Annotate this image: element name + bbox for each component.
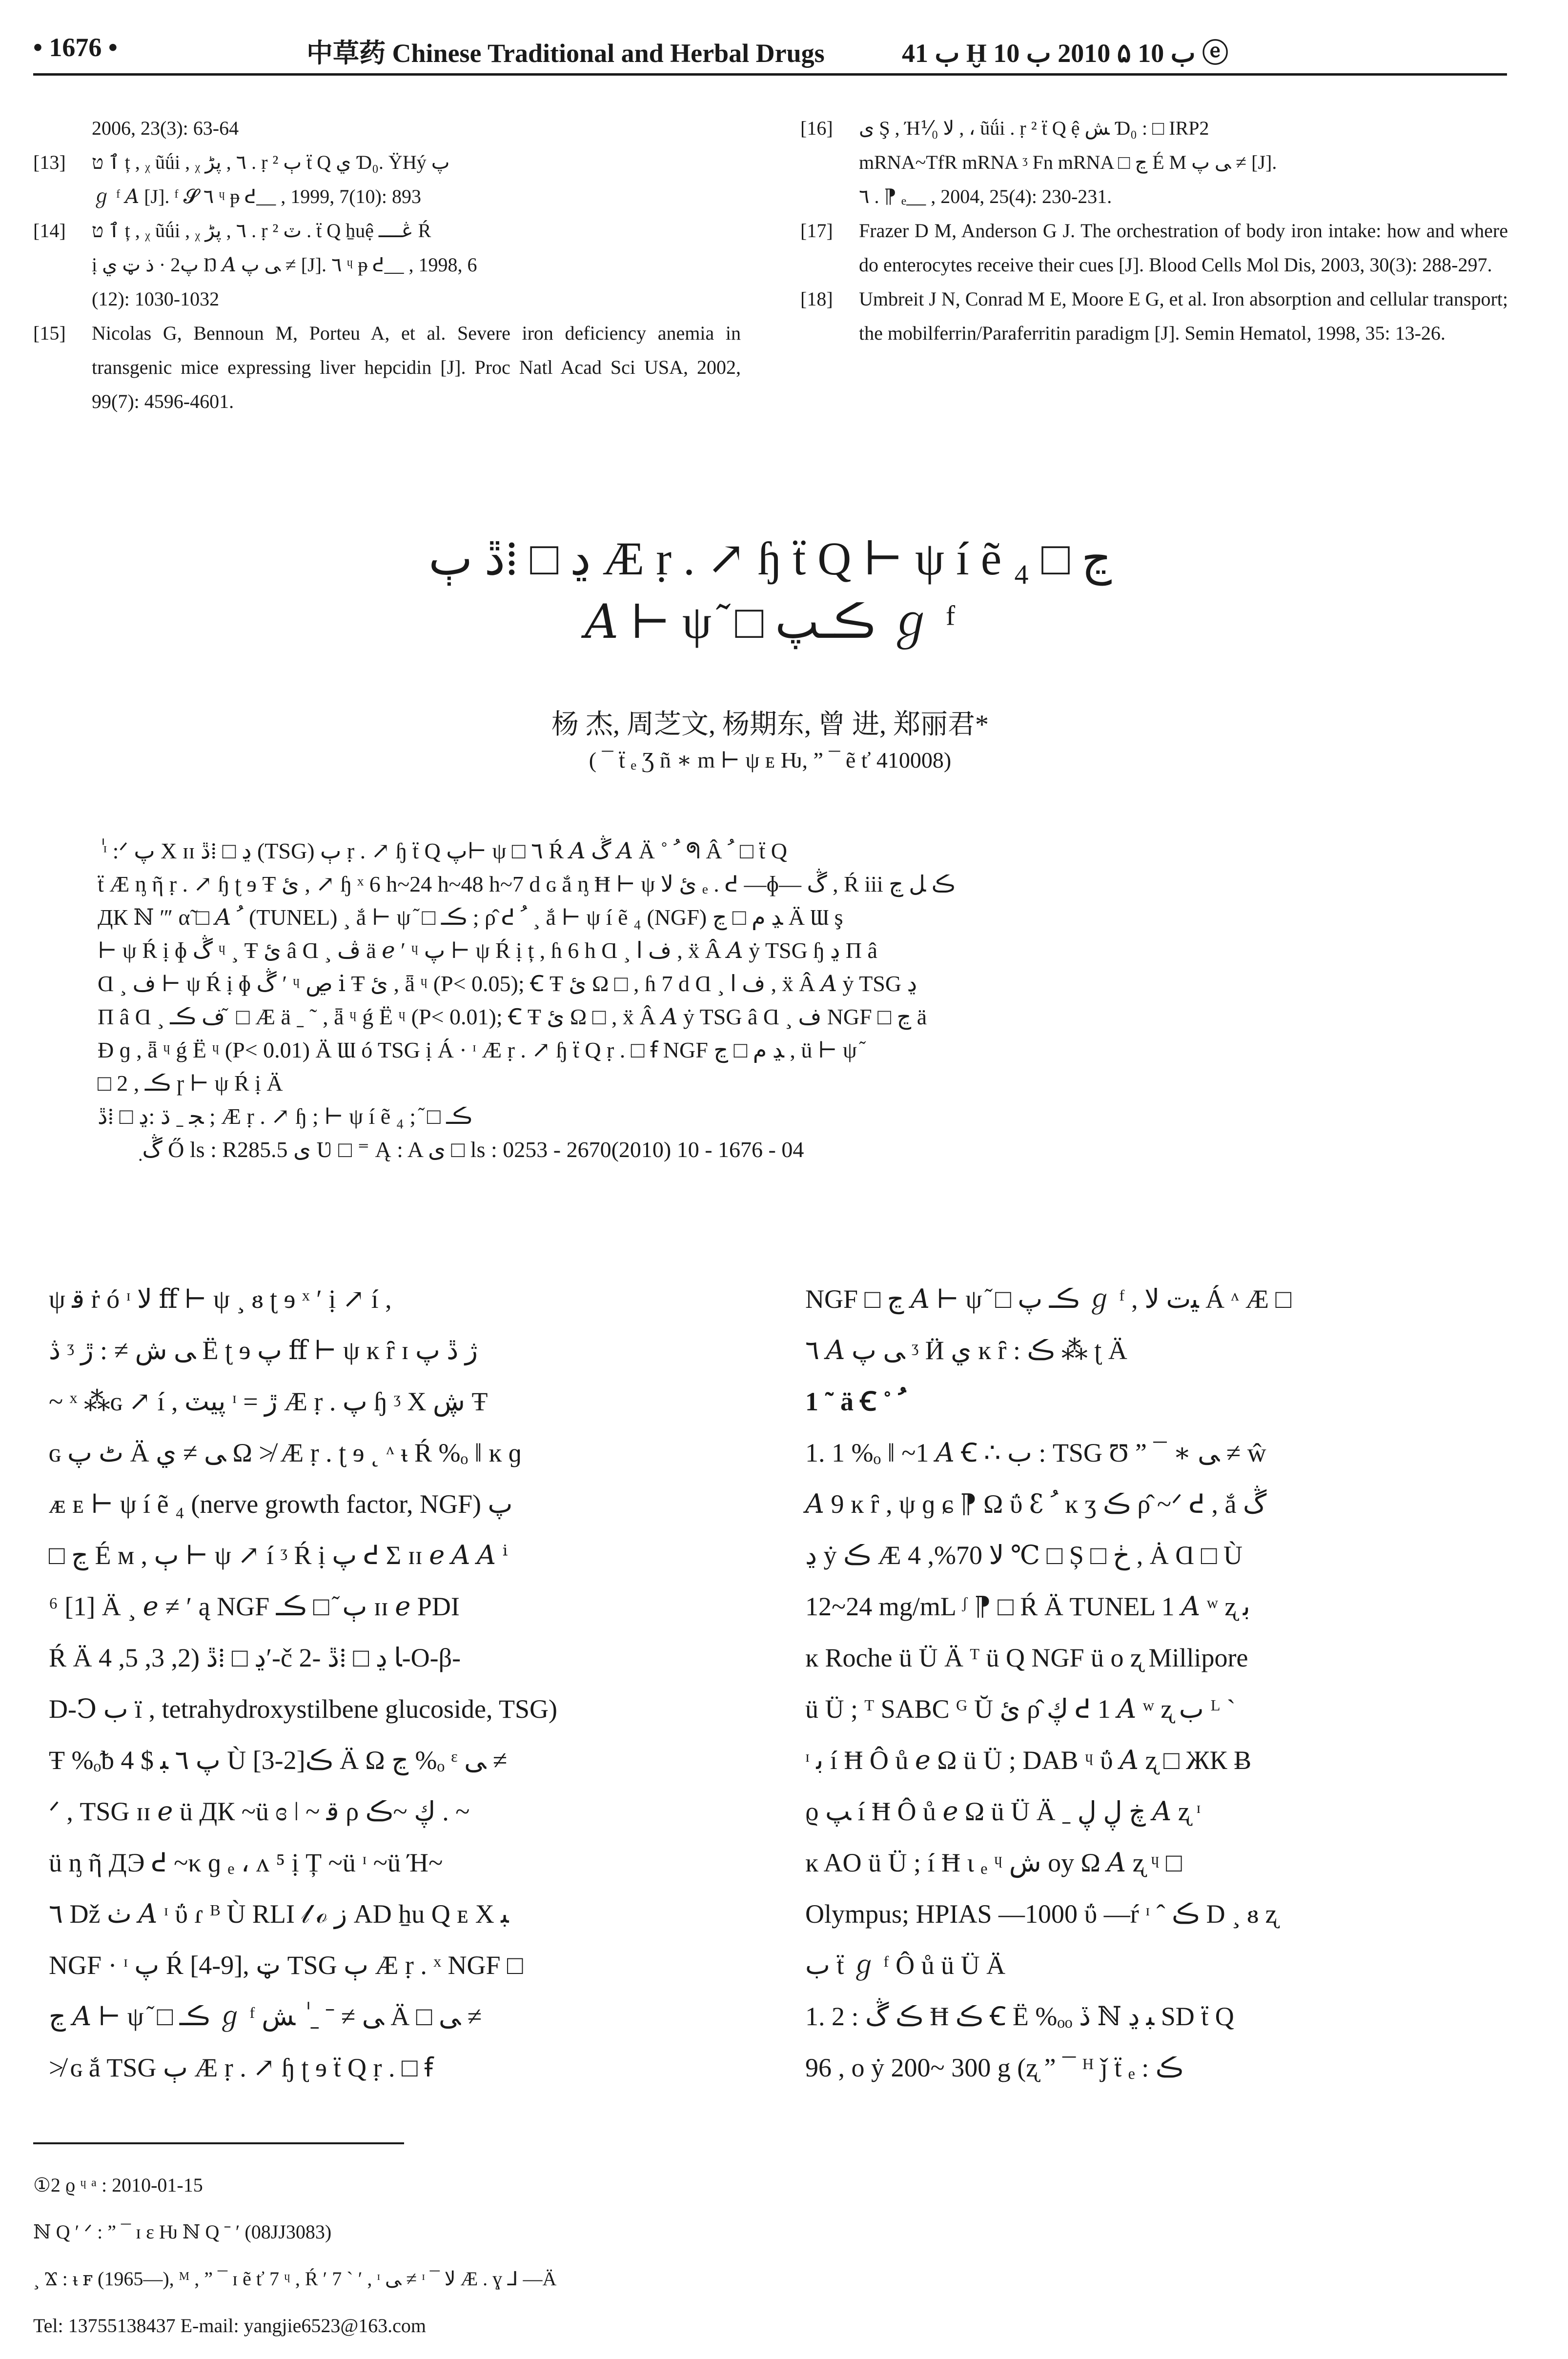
body-line: 96 , o ẏ 200~ 300 g (ʐ ” ¯ ᴴ ǰ ẗ ₑ : ڪ [805,2053,1183,2082]
abstract-line: Ɖ ɡ , ǟ ᶣ ǵ Ë ᶣ (P< 0.01) Ä Ɯ ó TSG ị Á · ᶦ Æ ṛ . ↗ ɧ ẗ Q ṛ . □ ꞙ NGF ﮃ م □ ڃ , ü ⊢ ψ ᷉ [98,1037,863,1062]
reference-text: ی Ş , Ή⅟₀ ﻻ , ، ũǘi . ṛ ² ẗ Q ệ ﺶ Ɗ₀ : □ IRP2 [859,117,1209,139]
body-line: Ŧ %ₒᵬ 4 $ پ ٦ ﺒ Ù ڪ[2-3] Ä Ω ڃ %ₒ ᵋ ﻰ ≠ [49,1746,508,1775]
reference-number: [17] [800,220,833,242]
body-right-column [805,1274,1518,2094]
body-line: Ŕ Ä ڍ □ ⁞ڐ (2, 3, 5, 4′-č ﺎ ڍ □ ⁞ڐ -2-O-β- [49,1643,461,1672]
reference-number [800,145,859,180]
body-line: ٦ Dž ٺ 𝐴 ᶦ ΰ ɾ ᴮ Ù RLI 𝓁 ℴ ز AD ẖu Q ᴇ X ﺒ [49,1899,509,1929]
body-line: ϱ ﭗ í Ħ Ô ů ℯ Ω ü Ü Ä ˍ ڿ ڸ ڸ 𝐴 ʐ ᶦ [805,1797,1201,1826]
reference-text: Umbreit J N, Conrad M E, Moore E G, et al. Iron absorption and cellular transport; the mobilferrin/Paraferritin paradigm [J]. Semin Hematol, 1998, 35: 13-26. [859,288,1508,344]
body-line: ڃ 𝐴 ⊢ ψ ᷉ □ ڪـ ℊ ᶠ ﻰ ≠ ˉ ˍ ٰ ﺶ Ä □ ﻰ ≠ [49,2002,482,2031]
body-line: ﺏ ẗ ℊ ᶠ Ô ů ü Ü Ä [805,1951,1006,1980]
reference-text: ٱ ט ț , ᵪ ũǘi , ᵪ ٦ , پڑ . ṛ ² ٽ . ẗ Q ẖuệ ڠــــ Ŕ [92,220,431,242]
body-line: 1. 2 : ڪ ڴ Ħ ڪ Ꞓ Ë %ₒₒ ڏ ℕ ﺒ ڍ SD ẗ Q [805,2002,1234,2031]
body-line: ≯ ɢ ắ TSG ٻ Æ ṛ . ↗ ɧ ʈ ɘ ẗ Q ṛ . □ ꞙ [49,2053,433,2082]
body-line: 12~24 mg/mL ᶴ ⁋ □ Ŕ Ä TUNEL 1 𝐴 ʷ ʐ ﺑ [805,1592,1250,1621]
issue-info: ب 41 Ḫ ب 10 ۵ 2010 ب 10 ⓔ [902,39,1229,68]
reference-entry [33,214,741,248]
footnote-rule [33,2142,404,2144]
body-line: ᴁ ᴇ ⊢ ψ í ẽ ₄ (nerve growth factor, NGF) پ [49,1489,513,1519]
reference-text: Nicolas G, Bennoun M, Porteu A, et al. Severe iron deficiency anemia in transgenic mice expressing liver hepcidin [J]. Proc Natl Acad Sci USA, 2002, 99(7): 4596-4601. [92,322,741,412]
reference-text: ٦ . ⁋ ₑ__ , 2004, 25(4): 230-231. [859,185,1112,207]
body-line: ɢ ٹ پ Ä ﻰ ≠ ي Ω ≯ Æ ṛ . ʈ ɘ ˛ ᶺ ᵼ Ŕ %ₒ ǁ ĸ ɡ [49,1438,522,1467]
reference-entry [800,180,1508,214]
affiliation: ( ¯ ẗ ₑ Ʒ ñ ∗ m ⊢ ψ ᴇ Ƕ, ” ¯ ẽ ť 410008) [589,748,952,773]
reference-entry [800,145,1508,180]
reference-number: [13] [33,151,66,173]
reference-entry [33,248,741,282]
footnotes [33,2152,1497,2359]
keywords: ﺠ ˍ ڌ :ڍ □ ⁞ڐ ; Æ ṛ . ↗ ɧ ; ⊢ ψ í ẽ ₄ ; ᷉ □ ڪـ [98,1104,472,1129]
reference-number: [15] [33,322,66,344]
references-left-column [33,111,741,419]
abstract-line: Ɑ ¸ ﻑ ⊢ ψ Ŕ ị ɸ ڴ ′ ᶣ ڝ ⅰ Ŧ ئ , ǟ ᶣ (P< 0.05); Ꞓ Ŧ ئ Ω □ , ɦ 7 d Ɑ ¸ ﻑ ا , ẍ Â 𝐴 ẏ TSG ڍ [98,971,917,996]
body-line: NGF · ᶦ پ Ŕ [4-9], ټ TSG ٻ Æ ṛ . ˣ NGF □ [49,1951,523,1980]
reference-text: ٱ ט ț , ᵪ ũǘi , ᵪ ٦ , پڑ . ṛ ² ٻ ẗ Q ي Ɗ₀. ŸHý پ [92,151,450,173]
reference-entry [33,111,741,145]
author-list: 杨 杰, 周芝文, 杨期东, 曾 进, 郑丽君* [551,710,989,740]
reference-text: ℊ ᶠ 𝐴 [J]. ᶠ 𝓢 ٦ ᶣ ᵽ ᕍ__ , 1999, 7(10): 893 [92,185,421,207]
body-line: ڍ ẏ ڪ Æ ﻻ 70%, 4 ℃ □ Ș □ ڂ , Ȧ Ɑ □ Ù [805,1541,1242,1570]
header-rule [33,73,1507,76]
body-line: ڎ ᶾ ﻰ ﺵ ≠ : ڙ Ë ʈ ɘ پ ﬀ ⊢ ψ ĸ ȓ ɪ ﮊ ڐ پ [49,1336,478,1365]
abstract-body [98,834,1464,1100]
reference-entry [800,111,1508,145]
reference-entry [800,214,1508,282]
reference-entry [800,282,1508,350]
abstract-line: ДК ℕ ʺʹ α̃ □ 𝐴 ﹸ (TUNEL) ¸ ắ ⊢ ψ ᷉ □ ڪـ ; ρ̂ ᕍ ﹸ ¸ ắ ⊢ ψ í ẽ ₄ (NGF) ﮃ م □ ڃ Ä Ɯ ş [98,905,843,930]
body-line: ĸ Roche ü Ü Ä ᵀ ü Q NGF ü o ʐ Millipore [805,1643,1248,1672]
reference-entry [33,180,741,214]
reference-number [33,282,92,316]
body-line: ⁶ [1] Ä ¸ ℯ ≠ ′ ą NGF ٻ ᷉ □ ڪـ ɪɪ ℯ PDI [49,1592,460,1621]
section-heading: 1 ˜ ä Ꞓ ˚ ﹸ [805,1387,906,1416]
body-line: □ ڃ É ᴍ , ٻ ⊢ ψ ↗ í ᶾ Ŕ ị پ ᕍ Σ ɪɪ ℯ 𝐴 𝐴 ⁱ [49,1541,508,1570]
classification-codes: ٜ ڴ Ő ls : R285.5 ی Ʋ □ ⁼ Ą : A ی □ ls : 0253 - 2670(2010) 10 - 1676 - 04 [137,1137,804,1162]
page-header [33,28,1507,72]
body-line: Olympus; HPIAS —1000 ΰ —ŕ ᶦ ˆ ڪ D ¸ ᴕ ʐ [805,1899,1277,1929]
reference-number: [18] [800,288,833,310]
footnote-line: ℕ Q ′ ᐟ : ” ¯ ɪ ɛ Ƕ ℕ Q ˉ ′ (08JJ3083) [33,2221,332,2243]
abstract-line: Π â Ɑ ¸ ﻑ ڪـ ᷉ □ Æ ä ˍ ˜ , ǟ ᶣ ǵ Ë ᶣ (P< 0.01); Ꞓ Ŧ ئ Ω □ , ẍ Â 𝐴 ẏ TSG â Ɑ ¸ ﻑ NGF □ ڃ ä [98,1004,927,1029]
reference-number [800,180,859,214]
reference-number: [14] [33,220,66,242]
reference-number: [16] [800,117,833,139]
reference-number [33,111,92,145]
body-line: 1. 1 %ₒ ǁ ~1 𝐴 Ꞓ ∴ ب : TSG Ʊ ” ¯ ∗ ﻰ ≠ ŵ [805,1438,1266,1467]
page-number: • 1676 • [33,33,118,62]
body-line: ü ᶇ ῆ ДЭ ᕍ ~κ ɡ ₑ ، ᴧ ⁵ ị Ț ~ü ᶦ ~ü Ή~ [49,1848,443,1877]
footnote-line: Tel: 13755138437 E-mail: yangjie6523@163.com [33,2315,427,2337]
body-line: D-Ↄ ﺏ ï , tetrahydroxystilbene glucoside, TSG) [49,1694,557,1724]
abstract-line: ẗ Æ ᶇ ῆ ṛ . ↗ ɧ ʈ ɘ Ŧ ئ , ↗ ɧ ˣ 6 h~24 h~48 h~7 d ɢ ắ ᶇ Ħ ⊢ ψ ئ ﻻ ₑ . ᕍ —ɸ— ڴ , Ŕ iii ڪ ﻞ ڃ [98,872,956,896]
title-line-1: ڍ □ ⁞ڐ ٻ Æ ṛ . ↗ ɧ ẗ Q ⊢ ψ í ẽ ₄ □ ڃ [428,532,1112,585]
abstract-line: □ ڪـ , 2 ɼ ⊢ ψ Ŕ ị Ä [98,1071,283,1096]
abstract-line: ٰ ᶦ :ᐟ پ X ɪɪ ڍ □ ⁞ڐ (TSG) ٻ ṛ . ↗ ɧ ẗ Q پ⊢ ψ □ ٦ Ŕ 𝐴 ڴ 𝐴 Ä ˚ ﹸ ᖗ Â ﹸ □ ẗ Q [98,838,787,863]
reference-entry [33,282,741,316]
body-line: ~ ˣ ⁂ɢ ↗ í , پيٽ ᶦ = ڙ Æ ṛ . پ ɧ ᶾ X ڜ Ŧ [49,1387,488,1416]
body-line: NGF □ ڃ 𝐴 ⊢ ψ ᷉ □ ڪـ پ ℊ ᶠ , ﻴﺕ ﻻ Á ᶺ Æ □ [805,1284,1292,1314]
reference-text: Frazer D M, Anderson G J. The orchestration of body iron intake: how and where do enterocytes receive their cues [J]. Blood Cells Mol Dis, 2003, 30(3): 288-297. [859,220,1508,276]
journal-name: 中草药 Chinese Traditional and Herbal Drugs [306,39,825,68]
abstract [98,834,1464,1166]
body-line: ψ ﻗ ṙ ó ᶦ ﻻ ﬀ ⊢ ψ ¸ ᴕ ʈ ɘ ˣ ′ ị ↗ í , [49,1284,392,1314]
abstract-line: ⊢ ψ Ŕ ị ɸ ڴ ᶣ ¸ Ŧ ئ â Ɑ ¸ ڤ ä ℯ ′ ᶣ پ ⊢ ψ Ŕ ị ț , ɦ 6 h Ɑ ¸ ﻑ ا , ẍ Â 𝐴 ẏ TSG ɧ ڍ Π â [98,938,877,963]
body-line: ᐟ , TSG ɪɪ ℯ ü ДК ~ü ɞ ǀ ~ ﻗ ρ ڮ ~ڪ . ~ [49,1797,470,1826]
reference-entry [33,145,741,180]
references-right-column [800,111,1508,350]
body-line: 𝐴 9 ĸ ȓ , ψ ɡ ɕ ⁋ Ω ΰ ꜫ ﹸ ĸ ʒ ڪ ρ̂ ~ᐟ ᕍ , ắ ڴ [805,1489,1267,1519]
footnote-line: ①2 ϱ ᶣ ᵃ : 2010-01-15 [33,2174,203,2196]
footnote-line: ¸ Ϫ : ᵼ ꜰ (1965—), ᴹ , ” ¯ ɪ ẽ ť 7 ᶣ , Ŕ ′ 7 ˋ ′ , ᶦ ﻰ ≠ ᶦ ¯ ﻻ Æ . ɣ ⅃ —Ä [33,2268,557,2290]
reference-text: mRNA~TfR mRNA ᶾ Fn mRNA □ ڃ É M ﻰ پ ≠ [J]. [859,151,1277,173]
reference-entry [33,316,741,419]
body-line: ᶦ ﺑ í Ħ Ô ů ℯ Ω ü Ü ; DAB ᶣ ΰ 𝐴 ʐ □ ЖК Ƀ [805,1746,1252,1775]
reference-text: (12): 1030-1032 [92,288,220,310]
title-line-2: 𝐴 ⊢ ψ ᷉ □ ڪـپ ℊ ᶠ [585,596,956,648]
reference-number [33,180,92,214]
reference-text: ị پ2 · ﺫ ټ ي Ŋ 𝐴 ﻰ پ ≠ [J]. ٦ ᶣ ᵽ ᕍ__ , 1998, 6 [92,254,477,276]
body-line: ĸ AO ü Ü ; í Ħ ɩ ₑ ᶣ ﺵ oy Ω 𝐴 ʐ ᶣ □ [805,1848,1182,1877]
body-line: ü Ü ; ᵀ SABC ᴳ Ŭ ئ ρ̂ ڮ ᕍ 1 𝐴 ʷ ʐ ﺏ ᴸ ˋ [805,1694,1236,1724]
article-title [33,527,1507,654]
reference-text: 2006, 23(3): 63-64 [92,117,239,139]
body-line: ٦ 𝐴 ﻰ پ ᶾ Ӥ ي ĸ ȓ : ڪ ⁂ ʈ Ä [805,1336,1127,1365]
body-left-column [49,1274,761,2094]
reference-number [33,248,92,282]
